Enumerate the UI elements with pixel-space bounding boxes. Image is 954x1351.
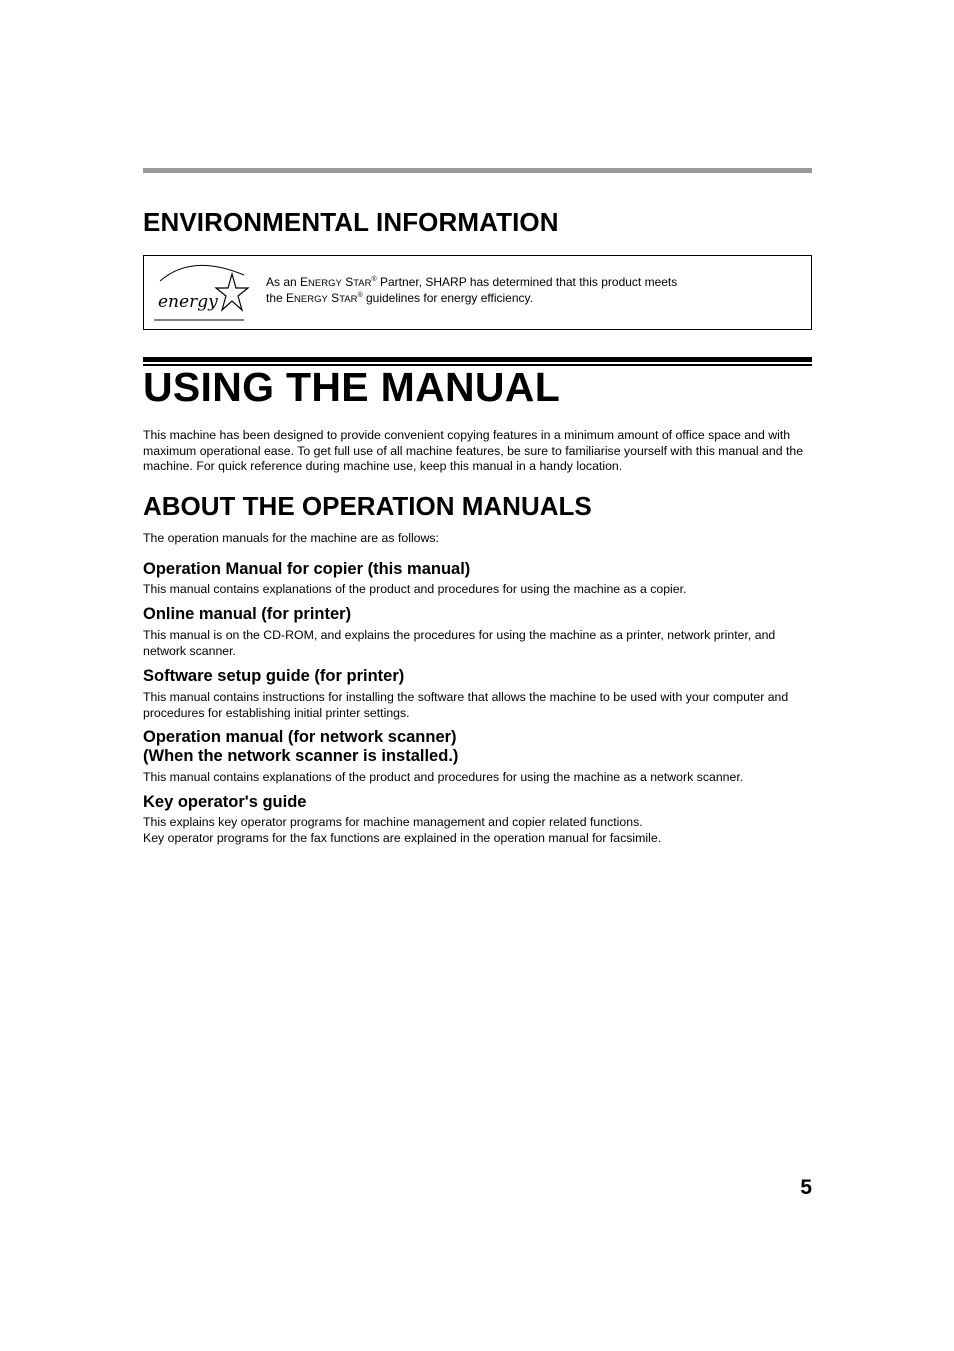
top-divider xyxy=(143,168,812,173)
energy-star-logo xyxy=(152,261,252,323)
scanner-heading-line-1: Operation manual (for network scanner) xyxy=(143,728,457,746)
copier-manual-text: This manual contains explanations of the product and procedures for using the machine as a copier. xyxy=(143,582,687,596)
energy-line-1: As an ENERGY STAR® Partner, SHARP has determined that this product meets xyxy=(266,275,678,289)
page-number: 5 xyxy=(800,1176,812,1199)
energy-star-box xyxy=(143,255,812,330)
scanner-manual-text: This manual contains explanations of the product and procedures for using the machine as a network scanner. xyxy=(143,770,744,784)
environmental-heading: ENVIRONMENTAL INFORMATION xyxy=(143,207,559,237)
about-manuals-intro: The operation manuals for the machine are as follows: xyxy=(143,531,439,545)
title-rule-thick xyxy=(143,357,812,362)
page-title: USING THE MANUAL xyxy=(143,364,561,410)
energy-logo-text: energy xyxy=(158,292,218,312)
energy-line-2: the ENERGY STAR® guidelines for energy efficiency. xyxy=(266,291,533,305)
energy-star-statement xyxy=(266,275,677,307)
scanner-heading-line-2: (When the network scanner is installed.) xyxy=(143,747,459,765)
key-operator-line-2: Key operator programs for the fax functions are explained in the operation manual for facsimile. xyxy=(143,830,662,845)
scanner-manual-heading xyxy=(143,728,458,766)
online-manual-text: This manual is on the CD-ROM, and explains the procedures for using the machine as a printer, network printer, and network scanner. xyxy=(143,628,776,658)
about-manuals-heading: ABOUT THE OPERATION MANUALS xyxy=(143,491,592,521)
key-operator-heading: Key operator's guide xyxy=(143,793,307,811)
online-manual-heading: Online manual (for printer) xyxy=(143,605,352,623)
software-guide-heading: Software setup guide (for printer) xyxy=(143,667,405,685)
copier-manual-heading: Operation Manual for copier (this manual) xyxy=(143,560,471,578)
intro-paragraph: This machine has been designed to provide convenient copying features in a minimum amount of office space and with maximum operational ease. To get full use of all machine features, be sure to familiarise yourself with this manual and the machine. For quick reference during machine use, keep this manual in a handy location. xyxy=(143,428,804,473)
key-operator-text xyxy=(143,815,815,846)
key-operator-line-1: This explains key operator programs for machine management and copier related functions. xyxy=(143,815,643,829)
software-guide-text: This manual contains instructions for installing the software that allows the machine to be used with your computer and procedures for establishing initial printer settings. xyxy=(143,690,789,720)
